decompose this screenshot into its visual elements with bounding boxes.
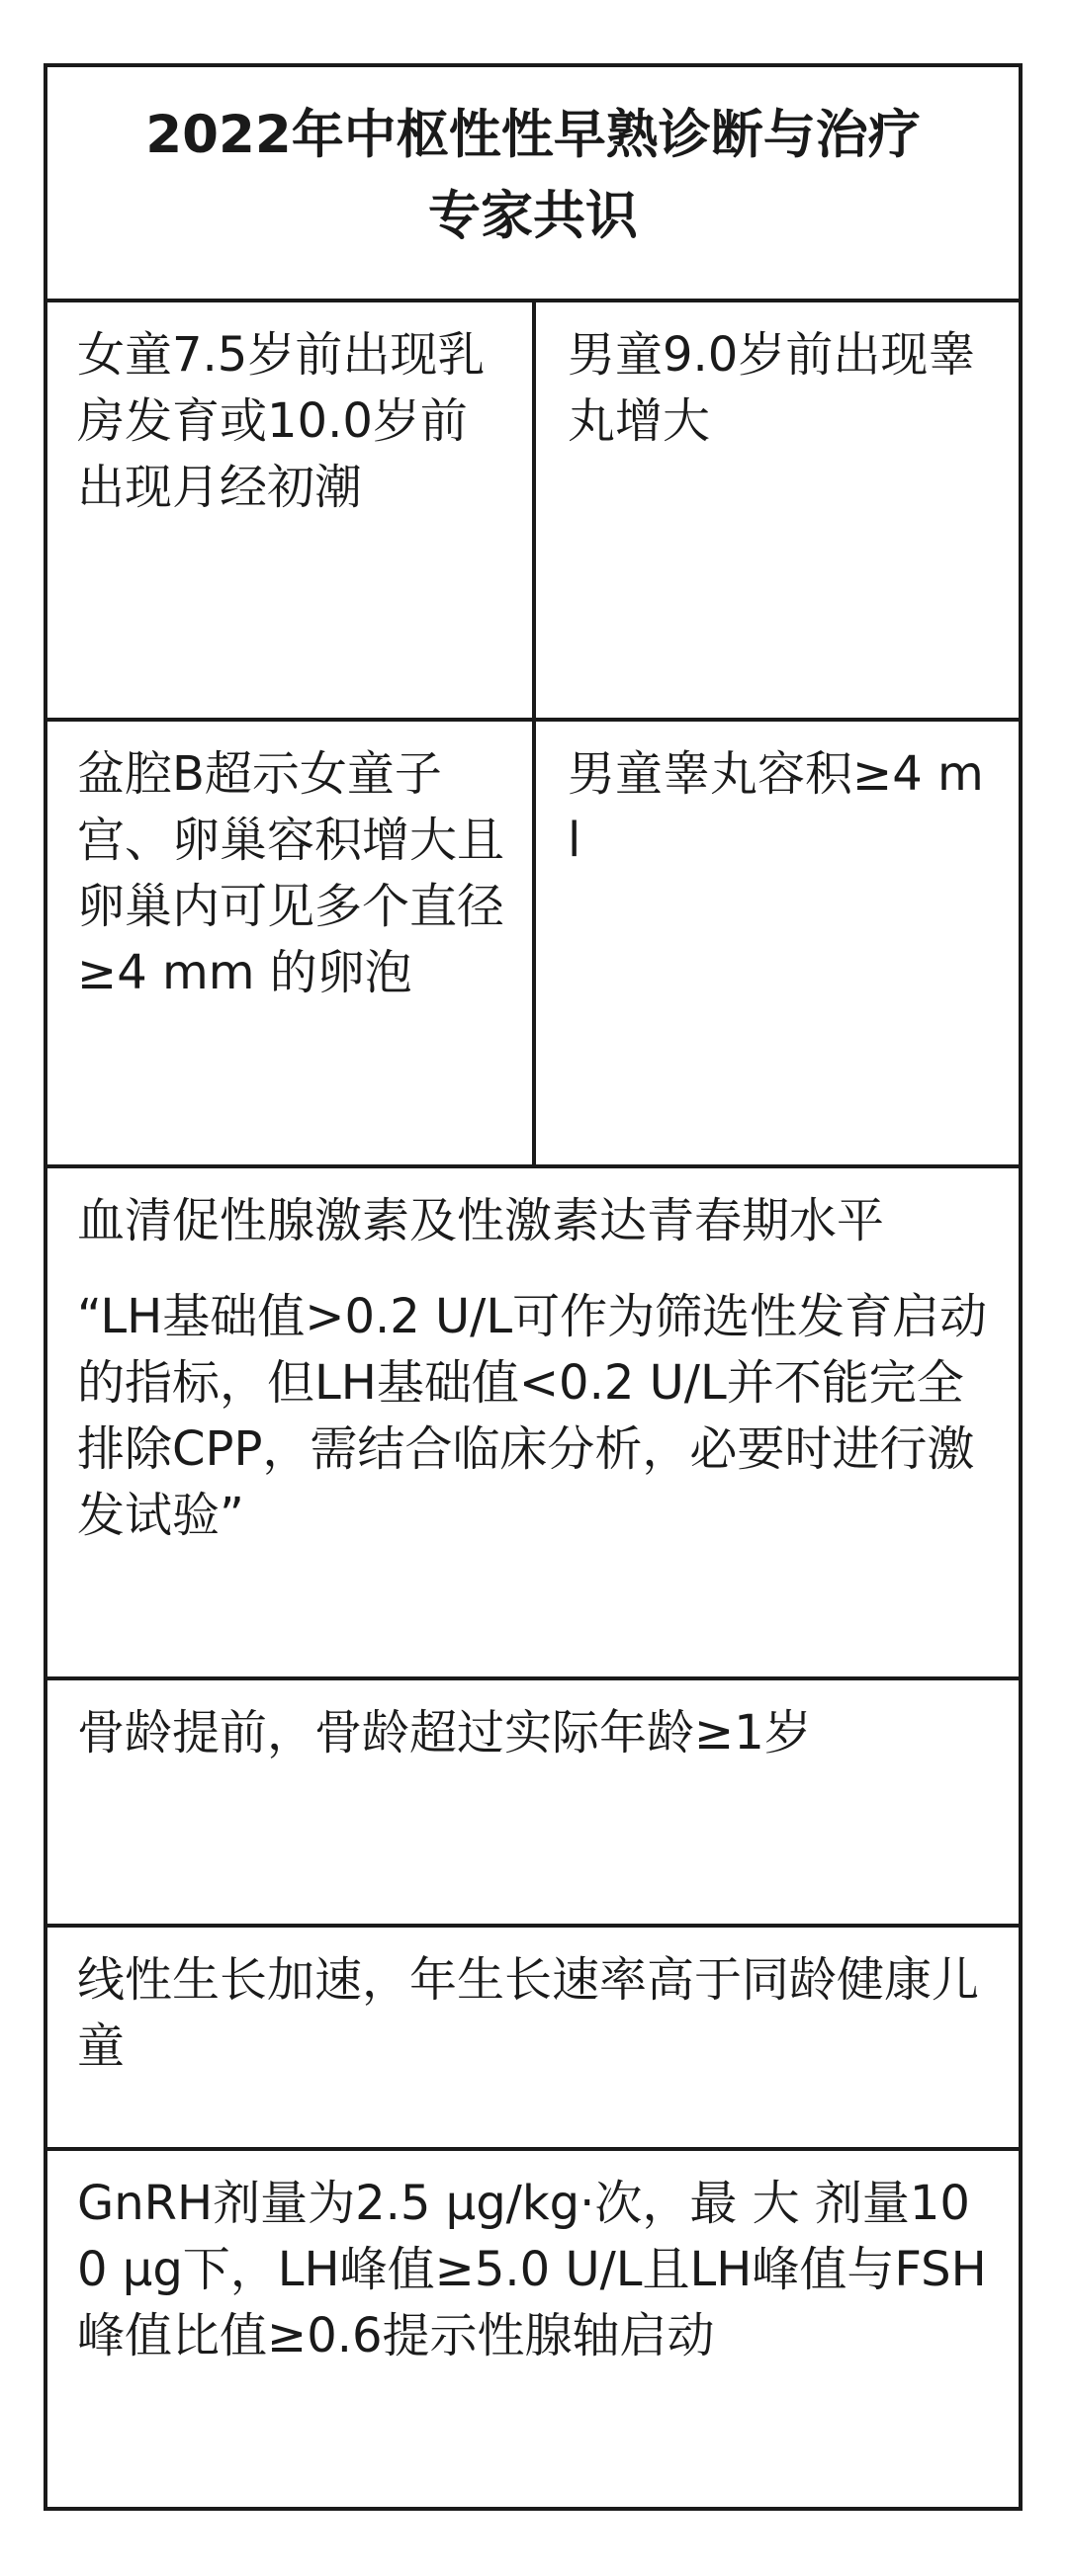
criterion-testicular-volume: 男童睾丸容积≥4 ml [568, 746, 984, 868]
criterion-gnrh-stimulation: GnRH剂量为2.5 μg/kg·次，最 大 剂量100 μg下，LH峰值≥5.0 U/L且LH峰值与FSH峰值比值≥0.6提示性腺轴启动 [77, 2176, 987, 2363]
lh-basal-note: “LH基础值>0.2 U/L可作为筛选性发育启动的指标，但LH基础值<0.2 U/L并不能完全排除CPP，需结合临床分析，必要时进行激发试验” [77, 1289, 988, 1543]
serum-hormones-text: 血清促性腺激素及性激素达青春期水平 [77, 1193, 885, 1248]
divider [47, 1924, 1019, 1928]
criterion-growth-velocity: 线性生长加速，年生长速率高于同龄健康儿童 [77, 1952, 980, 2074]
criterion-girls-puberty-onset: 女童7.5岁前出现乳房发育或10.0岁前出现月经初潮 [77, 327, 486, 515]
divider [47, 1676, 1019, 1680]
criterion-serum-hormones [77, 1188, 997, 1549]
table-title-line1: 2022年中枢性性早熟诊断与治疗 [145, 105, 921, 165]
column-divider [532, 301, 536, 1166]
table-title-line2: 专家共识 [428, 186, 638, 246]
divider [47, 2147, 1019, 2151]
criterion-bone-age: 骨龄提前，骨龄超过实际年龄≥1岁 [77, 1705, 812, 1760]
consensus-table [44, 63, 1023, 2511]
table-title [47, 95, 1019, 257]
criterion-pelvic-ultrasound: 盆腔B超示女童子宫、卵巢容积增大且卵巢内可见多个直径≥4 mm 的卵泡 [77, 746, 505, 1000]
criterion-boys-testicular-enlargement: 男童9.0岁前出现睾丸增大 [568, 327, 976, 449]
